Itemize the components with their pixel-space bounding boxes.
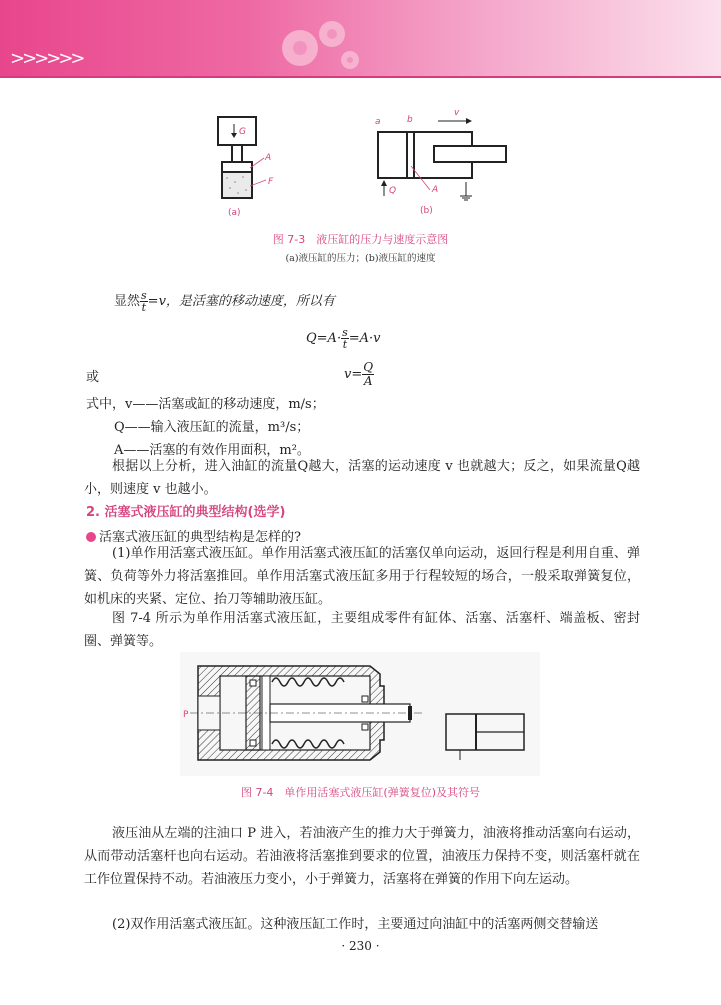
equation-left: v=: [344, 367, 363, 382]
fraction-denominator: t: [141, 301, 147, 314]
figure-7-3-caption: 图 7-3 液压缸的压力与速度示意图: [272, 233, 449, 246]
label-F: F: [268, 177, 274, 187]
fraction-denominator: A: [363, 374, 373, 388]
fraction: [140, 290, 148, 313]
label-b-pos: (b): [420, 206, 433, 216]
chevrons-decoration: >>>>>>: [10, 48, 83, 69]
fraction-numerator: Q: [363, 360, 374, 374]
equation-right: =A·v: [348, 331, 381, 346]
figure-7-3-subcaption: (a)液压缸的压力；(b)液压缸的速度: [285, 253, 436, 264]
equation-2: [344, 361, 374, 388]
text-fragment: 显然: [114, 294, 141, 309]
text-or: 或: [86, 370, 100, 385]
paragraph-single-acting: (1)单作用活塞式液压缸。单作用活塞式液压缸的活塞仅单向运动，返回行程是利用自重、弹簧、负荷等外力将活塞推回。单作用活塞式液压缸多用于行程较短的场合，一般采取弹簧复位，如机床的夹紧、定位、抬刀等辅助液压缸。: [84, 546, 640, 607]
section-title: 2. 活塞式液压缸的典型结构(选学): [86, 505, 286, 520]
equation-left: Q=A·: [306, 331, 342, 346]
bullet-icon: [86, 532, 96, 542]
label-Q: Q: [389, 186, 397, 196]
question-text: 活塞式液压缸的典型结构是怎样的?: [99, 530, 301, 545]
definition-v: 式中，v——活塞或缸的移动速度，m/s；: [86, 397, 325, 412]
paragraph-double-acting: (2)双作用活塞式液压缸。这种液压缸工作时，主要通过向油缸中的活塞两侧交替输送: [112, 917, 599, 932]
figure-7-4-diagram: [180, 652, 540, 776]
label-G: G: [239, 127, 246, 137]
label-v: v: [454, 108, 460, 118]
paragraph-operation: 液压油从左端的注油口 P 进入，若油液产生的推力大于弹簧力，油液将推动活塞向右运动，从而带动活塞杆也向右运动。若油液将活塞推到要求的位置，油液压力保持不变，则活塞杆就在工作位置保持不动。若油液压力变小，小于弹簧力，活塞将在弹簧的作用下向左运动。: [84, 826, 640, 887]
label-b: b: [407, 115, 413, 125]
label-A: A: [265, 153, 272, 163]
paragraph-fig74-intro: 图 7-4 所示为单作用活塞式液压缸，主要组成零件有缸体、活塞、活塞杆、端盖板、密封圈、弹簧等。: [84, 611, 640, 649]
paragraph-analysis: 根据以上分析，进入油缸的流量Q越大，活塞的运动速度 v 也就越大；反之，如果流量Q越小，则速度 v 也越小。: [84, 459, 640, 497]
fraction-denominator: t: [342, 338, 348, 351]
fraction: [362, 361, 374, 388]
figure-7-4-caption: 图 7-4 单作用活塞式液压缸(弹簧复位)及其符号: [240, 786, 481, 799]
fraction-numerator: s: [342, 326, 348, 339]
gear-icon: [270, 12, 370, 78]
label-A: A: [432, 185, 439, 195]
text-fragment: =v，是活塞的移动速度，所以有: [147, 294, 335, 309]
definition-a: A——活塞的有效作用面积，m²。: [114, 443, 310, 458]
fraction-numerator: s: [141, 289, 147, 302]
fraction: [341, 327, 349, 350]
label-a: a: [375, 117, 381, 127]
label-P: P: [183, 710, 189, 720]
text-line-1: [114, 290, 335, 313]
page-number: · 230 ·: [341, 939, 380, 953]
figure-7-3a-diagram: [210, 114, 290, 220]
figure-7-3b-diagram: [370, 106, 520, 220]
label-a-pos: (a): [228, 208, 241, 218]
equation-1: [306, 327, 381, 350]
definition-q: Q——输入液压缸的流量，m³/s；: [114, 420, 310, 435]
